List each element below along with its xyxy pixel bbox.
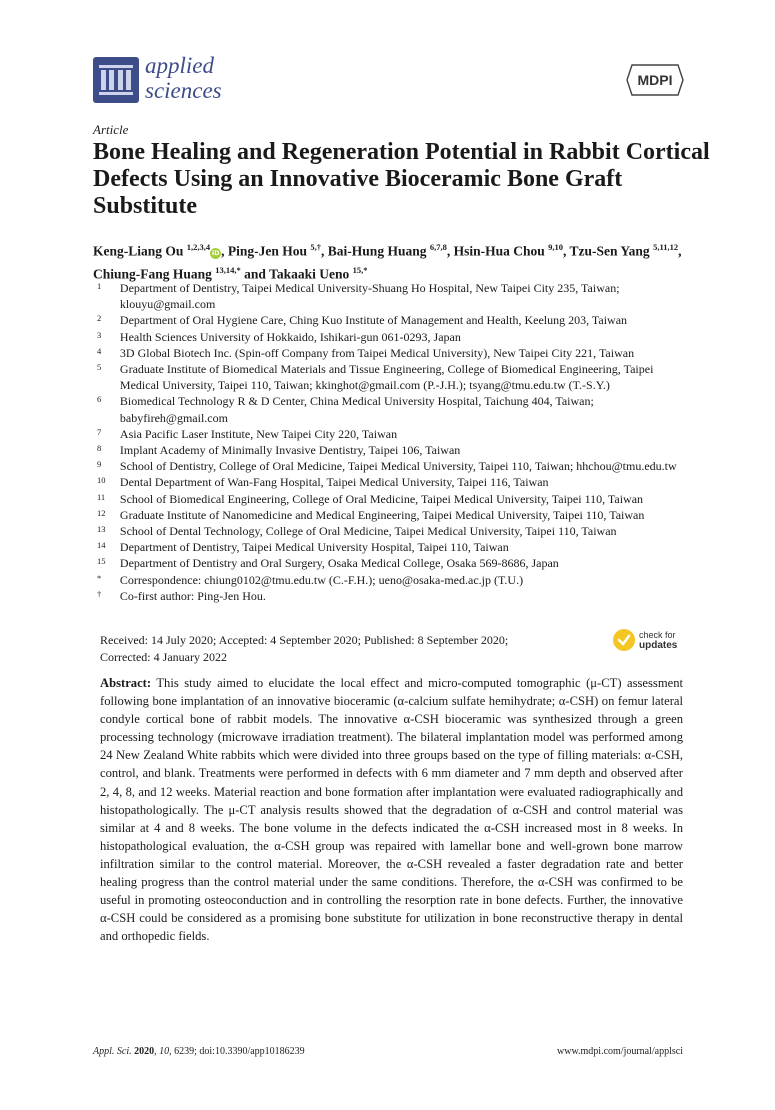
affiliation-text: Dental Department of Wan-Fang Hospital, Taipei Medical University, Taipei 116, Taiwan (119, 475, 549, 490)
author-name: Tzu-Sen Yang (569, 243, 654, 259)
affiliation-number: 1 (97, 281, 102, 291)
affiliation-text: Department of Dentistry, Taipei Medical University-Shuang Ho Hospital, New Taipei City 235, Taiwan; klouyu@gmail.com (119, 281, 620, 312)
affiliation-item (93, 312, 693, 328)
affiliation-item (93, 555, 693, 571)
affiliation-number: 6 (97, 394, 102, 405)
affiliation-number: † (97, 588, 102, 599)
affiliation-item (93, 280, 693, 312)
affiliation-item (93, 345, 693, 361)
check-updates-line-1: check for (639, 629, 676, 640)
abstract (100, 674, 683, 945)
affiliation-number: 14 (97, 540, 106, 551)
journal-name: applied sciences (145, 53, 222, 103)
affiliation-item (93, 458, 693, 474)
dates-line-2: Corrected: 4 January 2022 (100, 649, 227, 664)
footer-volume: 10 (159, 1046, 170, 1057)
affiliation-number: 3 (97, 329, 102, 340)
author-list: Keng-Liang Ou $^{1,2,3,4}$iD , Ping-Jen Hou $^{5,\dagger}$, Bai-Hung Huang $^{6,7,8}$, Hsin-Hua Chou $^{9,10}$, Tzu-Sen Yang $^{5,11,12}$, Chiung-Fang Huang $^{13,14,*}$ and Takaaki Ueno $^{15,*}$ (93, 242, 682, 281)
affiliation-item (93, 523, 693, 539)
check-for-updates-badge[interactable] (613, 629, 677, 651)
affiliation-text: Co-first author: Ping-Jen Hou. (119, 588, 266, 603)
affiliation-text: Implant Academy of Minimally Invasive Dentistry, Taipei 106, Taiwan (119, 443, 461, 458)
affiliation-number: 12 (97, 507, 106, 518)
affiliation-text: 3D Global Biotech Inc. (Spin-off Company from Taipei Medical University), New Taipei City 221, Taiwan (119, 345, 635, 360)
affiliation-item (93, 442, 693, 458)
orcid-icon[interactable]: iD (211, 248, 220, 257)
affiliation-number: 7 (97, 426, 102, 437)
affiliation-number: 11 (97, 491, 106, 502)
affiliation-text: School of Dental Technology, College of Oral Medicine, Taipei Medical University, Taipei 110, Taiwan (119, 524, 617, 539)
mdpi-logo (626, 64, 684, 96)
affiliation-number: 5 (97, 362, 102, 373)
affiliation-item (93, 329, 693, 345)
affiliation-number: * (97, 572, 102, 583)
affiliation-number: 4 (97, 345, 102, 356)
affiliation-item (93, 361, 693, 393)
author-name: Ping-Jen Hou (227, 243, 311, 259)
affiliation-list (93, 280, 693, 604)
affiliation-text: Biomedical Technology R & D Center, China Medical University Hospital, Taichung 404, Taiwan; babyfireh@gmail.com (119, 394, 594, 425)
affiliation-number: 10 (97, 475, 106, 486)
author-affiliation-marks: 5,† (310, 242, 322, 252)
author-name: Chiung-Fang Huang (93, 266, 216, 281)
affiliation-text: Department of Dentistry and Oral Surgery, Osaka Medical College, Osaka 569-8686, Japan (119, 556, 559, 571)
author-affiliation-marks: 1,2,3,4 (186, 242, 211, 252)
author-affiliation-marks: 6,7,8 (429, 242, 447, 252)
affiliation-item (93, 507, 693, 523)
article-type: Article (93, 122, 129, 137)
author-affiliation-marks: 15,* (352, 264, 368, 275)
affiliation-item (93, 474, 693, 490)
affiliation-item (93, 572, 693, 588)
affiliation-text: Correspondence: chiung0102@tmu.edu.tw (C.-F.H.); ueno@osaka-med.ac.jp (T.U.) (119, 572, 524, 587)
affiliation-text: School of Biomedical Engineering, College of Oral Medicine, Taipei Medical University, Taipei 110, Taiwan (119, 491, 644, 506)
footer-journal: Appl. Sci. (93, 1046, 132, 1057)
affiliation-text: Graduate Institute of Nanomedicine and Medical Engineering, Taipei Medical University, Taipei 110, Taiwan (119, 507, 645, 522)
author-affiliation-marks: 13,14,* (215, 264, 241, 275)
publication-dates (100, 632, 590, 665)
footer-year: 2020 (134, 1046, 155, 1057)
author-affiliation-marks: 5,11,12 (653, 242, 679, 252)
affiliation-text: School of Dentistry, College of Oral Medicine, Taipei Medical University, Taipei 110, Taiwan; hhchou@tmu.edu.tw (119, 459, 677, 474)
mdpi-hexagon-icon (626, 64, 684, 96)
affiliation-text: Health Sciences University of Hokkaido, Ishikari-gun 061-0293, Japan (119, 329, 461, 344)
affiliation-text: Graduate Institute of Biomedical Materials and Tissue Engineering, College of Biomedical Engineering, Taipei Medical University, Taipei 110, Taiwan; kkinghot@gmail.com (P.-J.H.); tsyang@tmu.edu.tw (T.-S.Y.) (119, 362, 654, 393)
journal-url[interactable]: www.mdpi.com/journal/applsci (557, 1046, 683, 1057)
publisher-name: MDPI (637, 72, 673, 88)
affiliation-item (93, 393, 693, 425)
footer-doi: , 6239; doi:10.3390/app10186239 (169, 1046, 305, 1057)
affiliation-text: Department of Dentistry, Taipei Medical University Hospital, Taipei 110, Taiwan (119, 540, 509, 555)
affiliation-number: 15 (97, 556, 106, 567)
author-name: Hsin-Hua Chou (453, 243, 549, 259)
author-name: Bai-Hung Huang (327, 243, 430, 259)
abstract-label: Abstract: (100, 676, 152, 690)
affiliation-number: 9 (97, 459, 102, 470)
affiliation-item (93, 491, 693, 507)
check-updates-icon (613, 629, 635, 651)
affiliation-number: 2 (97, 313, 102, 324)
columns-icon (93, 57, 139, 103)
affiliation-text: Department of Oral Hygiene Care, Ching Kuo Institute of Management and Health, Keelung 203, Taiwan (119, 313, 628, 328)
check-updates-line-2: updates (639, 639, 678, 651)
affiliation-number: 13 (97, 524, 106, 535)
affiliation-item (93, 426, 693, 442)
journal-logo (93, 57, 139, 103)
affiliation-text: Asia Pacific Laser Institute, New Taipei City 220, Taiwan (119, 426, 398, 441)
citation-footer: Appl. Sci. 2020, 10, 6239; doi:10.3390/app10186239 (93, 1046, 305, 1057)
affiliation-number: 8 (97, 443, 102, 454)
author-name: Keng-Liang Ou (93, 243, 187, 259)
affiliation-item (93, 539, 693, 555)
author-joiner: and (240, 266, 270, 281)
article-title: Bone Healing and Regeneration Potential in Rabbit Cortical Defects Using an Innovative Bioceramic Bone Graft Substitute (93, 139, 710, 219)
author-name: Takaaki Ueno (269, 266, 353, 281)
abstract-text: This study aimed to elucidate the local effect and micro-computed tomographic (μ-CT) assessment following bone implantation of an innovative bioceramic (α-calcium sulfate hemihydrate; α-CSH) on femur lateral condyle cortical bone of rabbit models. The innovative α-CSH bioceramic was synthesized through a green processing technology (microwave irradiation treatment). The bilateral implantation model was performed among 24 New Zealand White rabbits which were divided into three groups based on the type of filling materials: α-CSH, control, and blank. Treatments were performed in defects with 6 mm diameter and 7 mm depth and observed after 2, 4, 8, and 12 weeks. Material reaction and bone formation after implantation were evaluated radiographically and histopathologically. The μ-CT analysis results showed that the degradation of α-CSH and control material was similar at 4 and 8 weeks. The bone volume in the defects indicated the α-CSH increased most in 8 weeks. In histopathological evaluation, the α-CSH group was repaired with lamellar bone and well-grown bone marrow infiltration similar to the control material. Moreover, the α-CSH revealed a faster degradation rate and better healing progress than the control material under the same conditions. Therefore, the α-CSH was confirmed to be useful in promoting osteoconduction and in controlling the resorption rate in bone defects. Further, the innovative α-CSH could be considered as a promising bone substitute for utilization in bone reconstructive therapy in dental and orthopedic fields. (100, 676, 683, 944)
dates-line-1: Received: 14 July 2020; Accepted: 4 September 2020; Published: 8 September 2020; (100, 633, 509, 647)
author-affiliation-marks: 9,10 (548, 242, 564, 252)
affiliation-item (93, 588, 693, 604)
